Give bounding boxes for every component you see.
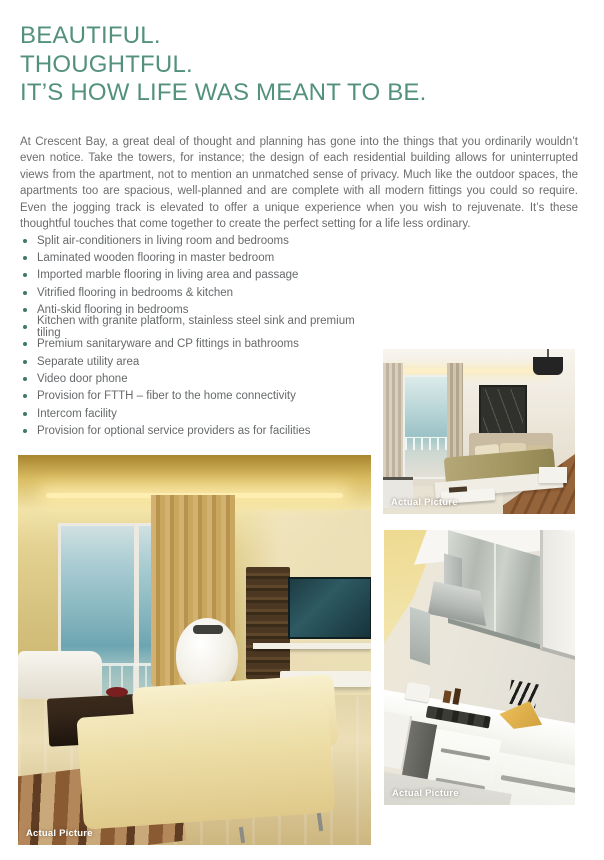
feature-label: Kitchen with granite platform, stainless steel sink and premium tiling <box>37 315 355 340</box>
bedroom-wall-art-branches <box>483 389 523 437</box>
counter-jar <box>443 690 452 703</box>
kitchen-white-upper-cabinet <box>540 530 575 661</box>
cream-sofa-seat <box>76 700 335 829</box>
swivel-chair-headrest <box>193 625 223 634</box>
drawer-handle <box>501 775 575 796</box>
features-list <box>20 232 380 440</box>
feature-label: Anti-skid flooring in bedrooms <box>37 303 189 316</box>
bedroom-balcony-rail <box>405 437 449 450</box>
bullet-icon <box>23 325 27 329</box>
feature-label: Provision for FTTH – fiber to the home connectivity <box>37 390 296 403</box>
pepper-grinder <box>452 688 461 705</box>
feature-label: Video door phone <box>37 373 128 386</box>
bullet-icon <box>23 412 27 416</box>
feature-item <box>20 315 380 340</box>
kitchen-left-glass-cabinet <box>410 607 430 665</box>
bedroom-curtain-left <box>383 363 403 487</box>
feature-item <box>20 370 380 387</box>
bullet-icon <box>23 360 27 364</box>
bedroom-cove-light <box>391 369 547 373</box>
feature-label: Intercom facility <box>37 407 117 420</box>
bullet-icon <box>23 342 27 346</box>
feature-label: Provision for optional service providers as for facilities <box>37 424 311 437</box>
page-title-line-1: BEAUTIFUL. <box>20 22 161 49</box>
photo-caption: Actual Picture <box>392 788 459 799</box>
photo-caption: Actual Picture <box>26 828 93 839</box>
feature-label: Laminated wooden flooring in master bedroom <box>37 251 275 264</box>
bedroom-lamp-cord <box>547 349 549 357</box>
feature-item <box>20 249 380 266</box>
photo-living-room <box>18 455 371 845</box>
bullet-icon <box>23 394 27 398</box>
feature-item <box>20 405 380 422</box>
cabinet-divider <box>494 543 496 632</box>
feature-label: Split air-conditioners in living room and bedrooms <box>37 234 289 247</box>
bullet-icon <box>23 377 27 381</box>
bullet-icon <box>23 256 27 260</box>
feature-item <box>20 284 380 301</box>
page-title-line-3: IT’S HOW LIFE WAS MEANT TO BE. <box>20 79 427 106</box>
feature-label: Imported marble flooring in living area and passage <box>37 269 299 282</box>
drawer-handle <box>441 748 491 761</box>
feature-label: Premium sanitaryware and CP fittings in bathrooms <box>37 338 299 351</box>
feature-label: Separate utility area <box>37 355 140 368</box>
bullet-icon <box>23 291 27 295</box>
living-room-tv <box>288 577 371 639</box>
feature-item <box>20 267 380 284</box>
bullet-icon <box>23 429 27 433</box>
bedroom-side-table <box>539 467 567 483</box>
feature-label: Vitrified flooring in bedrooms & kitchen <box>37 286 234 299</box>
photo-caption: Actual Picture <box>391 497 458 508</box>
feature-item <box>20 232 380 249</box>
living-room-tall-cabinet <box>246 567 290 679</box>
page-title <box>20 22 427 108</box>
intro-paragraph: At Crescent Bay, a great deal of thought and planning has gone into the things that you ordinarily wouldn’t even notice. Take the towers, for instance; the design of each residential building allows for uninterrupted views from the apartment, not to mention an unmatched sense of privacy. Much like the outdoor spaces, the apartments too are spacious, well-planned and are complete with all modern fittings you could so require. Even the jogging track is elevated to offer a unique experience when you wish to rejuvenate. It’s these thoughtful touches that come together to create the perfect setting for a life less ordinary. <box>20 136 578 231</box>
living-room-white-sofa <box>18 651 102 699</box>
living-room-shelf <box>253 643 371 649</box>
toaster <box>405 682 432 703</box>
feature-item <box>20 353 380 370</box>
coffee-table-bowl <box>106 687 128 697</box>
feature-item <box>20 388 380 405</box>
bullet-icon <box>23 239 27 243</box>
feature-item <box>20 422 380 439</box>
photo-kitchen <box>384 530 575 805</box>
photo-bedroom <box>383 349 575 514</box>
page-title-line-2: THOUGHTFUL. <box>20 50 193 78</box>
bedroom-pendant-lamp <box>533 357 563 375</box>
bullet-icon <box>23 273 27 277</box>
bullet-icon <box>23 308 27 312</box>
